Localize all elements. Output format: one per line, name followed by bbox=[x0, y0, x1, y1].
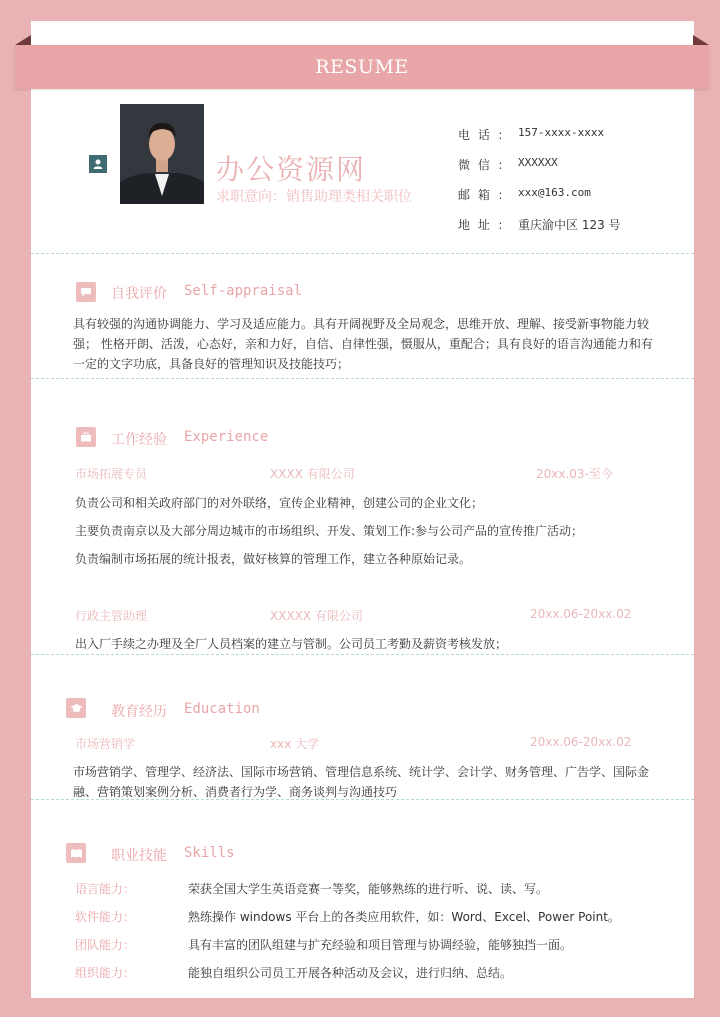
chat-bubble-icon bbox=[76, 282, 96, 302]
skill-label: 组织能力： bbox=[75, 966, 136, 980]
section-title: 教育经历 bbox=[111, 704, 167, 720]
ribbon-fold-left bbox=[15, 35, 31, 45]
section-title-en: Self-appraisal bbox=[184, 283, 303, 299]
person-icon bbox=[89, 155, 107, 173]
book-icon bbox=[66, 843, 86, 863]
education-school: xxx 大学 bbox=[270, 737, 320, 751]
job-company: XXXXX 有限公司 bbox=[270, 609, 363, 623]
section-title: 工作经验 bbox=[111, 432, 167, 448]
skill-label: 软件能力： bbox=[75, 910, 136, 924]
section-divider bbox=[31, 654, 694, 655]
job-company: XXXX 有限公司 bbox=[270, 467, 355, 481]
profile-photo bbox=[120, 104, 204, 204]
candidate-name: 办公资源网 bbox=[216, 153, 367, 186]
skill-label: 语言能力： bbox=[75, 882, 136, 896]
contact-value: xxx@163.com bbox=[518, 186, 591, 199]
job-intent: 求职意向：销售助理类相关职位 bbox=[216, 189, 412, 205]
self-appraisal-text: 具有较强的沟通协调能力、学习及适应能力。具有开阔视野及全局观念，思维开放、理解、接受新事物能力较强； 性格开朗、活泼，心态好，亲和力好，自信、自律性强，慑服从，重配合；具有良好的语言沟通能力和有一定的文字功底，具备良好的管理知识及技能技巧； bbox=[73, 317, 653, 371]
skill-text: 熟练操作 windows 平台上的各类应用软件，如：Word、Excel、Power Point。 bbox=[188, 910, 620, 924]
section-title: 职业技能 bbox=[111, 848, 167, 864]
contact-label: 邮 箱 ： bbox=[458, 188, 512, 202]
contact-value: 重庆渝中区 123 号 bbox=[518, 218, 621, 232]
section-divider bbox=[31, 253, 694, 254]
skill-label: 团队能力： bbox=[75, 938, 136, 952]
section-title-en: Education bbox=[184, 701, 260, 717]
education-major: 市场营销学 bbox=[75, 737, 136, 751]
contact-phone bbox=[458, 126, 604, 143]
bottom-frame bbox=[0, 998, 720, 1017]
job-duty: 负责编制市场拓展的统计报表，做好核算的管理工作，建立各种原始记录。 bbox=[75, 552, 472, 566]
section-divider bbox=[31, 378, 694, 379]
contact-value: 157-xxxx-xxxx bbox=[518, 126, 605, 139]
job-period: 20xx.06-20xx.02 bbox=[530, 607, 632, 621]
contact-label: 地 址 ： bbox=[458, 218, 512, 232]
job-period: 20xx.03-至今 bbox=[536, 467, 613, 481]
section-title: 自我评价 bbox=[111, 286, 167, 302]
job-position: 行政主管助理 bbox=[75, 609, 148, 623]
section-divider bbox=[31, 799, 694, 800]
skill-text: 具有丰富的团队组建与扩充经验和项目管理与协调经验，能够独挡一面。 bbox=[188, 938, 573, 952]
section-title-en: Skills bbox=[184, 845, 235, 861]
education-courses: 市场营销学、管理学、经济法、国际市场营销、管理信息系统、统计学、会计学、财务管理、广告学、国际金融、营销策划案例分析、消费者行为学、商务谈判与沟通技巧 bbox=[73, 765, 650, 799]
job-duty: 主要负责南京以及大部分周边城市的市场组织、开发、策划工作:参与公司产品的宣传推广活动； bbox=[75, 524, 584, 538]
contact-label: 微 信 ： bbox=[458, 158, 512, 172]
job-position: 市场拓展专员 bbox=[75, 467, 148, 481]
job-duty: 出入厂手续之办理及全厂人员档案的建立与管制。公司员工考勤及薪资考核发放； bbox=[75, 637, 508, 651]
skill-text: 荣获全国大学生英语竞赛一等奖，能够熟练的进行听、说、读、写。 bbox=[188, 882, 549, 896]
contact-wechat bbox=[458, 156, 558, 173]
ribbon-fold-right bbox=[693, 35, 709, 45]
education-period: 20xx.06-20xx.02 bbox=[530, 735, 632, 749]
contact-value: XXXXXX bbox=[518, 156, 558, 169]
resume-title-banner: RESUME bbox=[15, 45, 709, 89]
briefcase-icon bbox=[76, 427, 96, 447]
section-title-en: Experience bbox=[184, 429, 269, 445]
job-duty: 负责公司和相关政府部门的对外联络，宣传企业精神，创建公司的企业文化； bbox=[75, 496, 484, 510]
skill-text: 能独自组织公司员工开展各种活动及会议，进行归纳、总结。 bbox=[188, 966, 513, 980]
contact-address bbox=[458, 216, 621, 233]
graduation-cap-icon bbox=[66, 698, 86, 718]
contact-email bbox=[458, 186, 591, 203]
contact-label: 电 话 ： bbox=[458, 128, 512, 142]
